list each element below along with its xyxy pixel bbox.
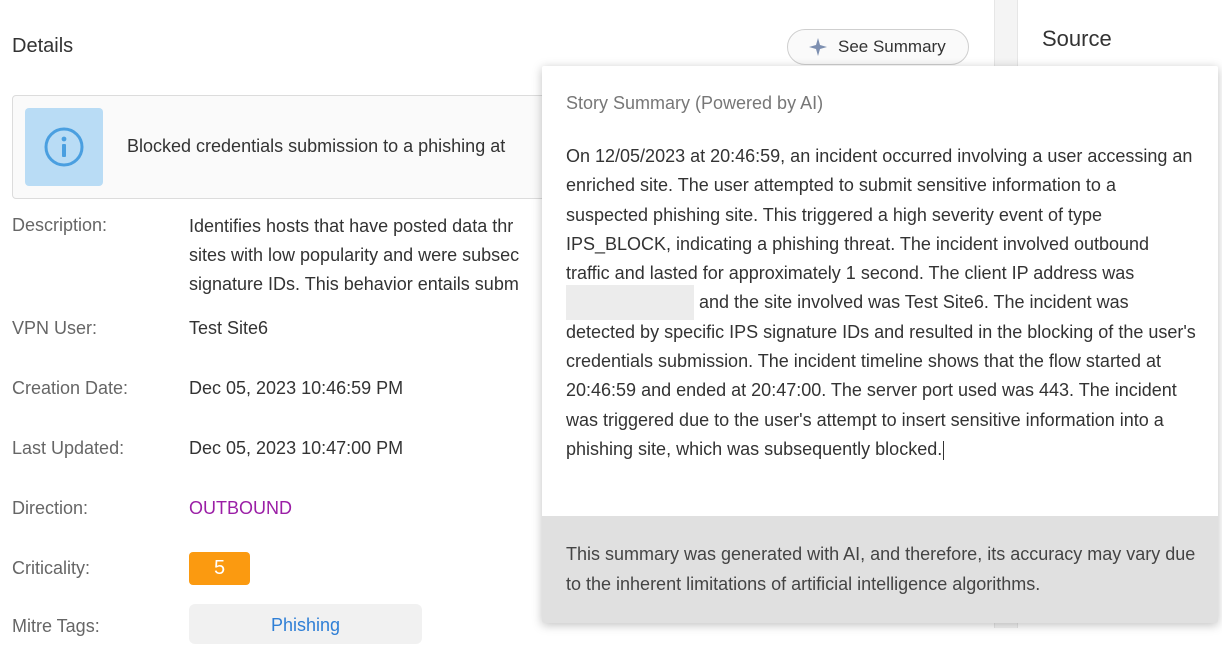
direction-value: OUTBOUND	[189, 498, 292, 518]
description-value	[189, 212, 549, 299]
description-label: Description:	[12, 215, 108, 235]
info-icon	[43, 126, 85, 168]
text-cursor	[943, 441, 944, 460]
mitre-tags-label: Mitre Tags:	[12, 616, 100, 636]
ai-disclaimer: This summary was generated with AI, and therefore, its accuracy may vary due to the inherent limitations of artificial intelligence algorithms.	[566, 544, 1196, 594]
mitre-tag-chip[interactable]: Phishing	[189, 604, 422, 644]
alert-title: Blocked credentials submission to a phishing at	[127, 136, 506, 156]
story-summary-popover	[542, 66, 1218, 623]
summary-text-part: On 12/05/2023 at 20:46:59, an incident occurred involving a user accessing an enriched site. The user attempted to submit sensitive information to a suspected phishing site. This triggered a high severity event of type IPS_BLOCK, indicating a phishing threat. The incident involved outbound traffic and lasted for approximately 1 second. The client IP address was	[566, 146, 1193, 284]
last-updated-value: Dec 05, 2023 10:47:00 PM	[189, 438, 404, 458]
summary-text	[566, 142, 1196, 464]
popover-footer	[542, 516, 1218, 623]
criticality-label: Criticality:	[12, 558, 91, 578]
page-title: Details	[12, 35, 74, 57]
last-updated-label: Last Updated:	[12, 438, 125, 458]
creation-date-value: Dec 05, 2023 10:46:59 PM	[189, 378, 404, 398]
see-summary-label: See Summary	[838, 37, 946, 56]
alert-banner	[12, 95, 572, 199]
popover-title: Story Summary (Powered by AI)	[566, 93, 824, 113]
creation-date-label: Creation Date:	[12, 378, 129, 398]
info-tile	[25, 108, 103, 186]
vpn-user-label: VPN User:	[12, 318, 98, 338]
description-line: Identifies hosts that have posted data thr	[189, 216, 514, 236]
summary-text-part: and the site involved was Test Site6. The incident was detected by specific IPS signature IDs and resulted in the blocking of the user's credentials submission. The incident timeline shows that the flow started at 20:46:59 and ended at 20:47:00. The server port used was 443. The incident was triggered due to the user's attempt to insert sensitive information into a phishing site, which was subsequently blocked.	[566, 292, 1196, 459]
redacted-ip	[566, 285, 694, 320]
criticality-badge: 5	[189, 552, 250, 585]
sparkle-icon	[808, 37, 828, 57]
description-line: sites with low popularity and were subsec	[189, 245, 520, 265]
see-summary-button[interactable]	[787, 29, 969, 65]
vpn-user-value: Test Site6	[189, 318, 269, 338]
direction-label: Direction:	[12, 498, 89, 518]
source-title: Source	[1042, 26, 1112, 51]
description-line: signature IDs. This behavior entails subm	[189, 274, 519, 294]
